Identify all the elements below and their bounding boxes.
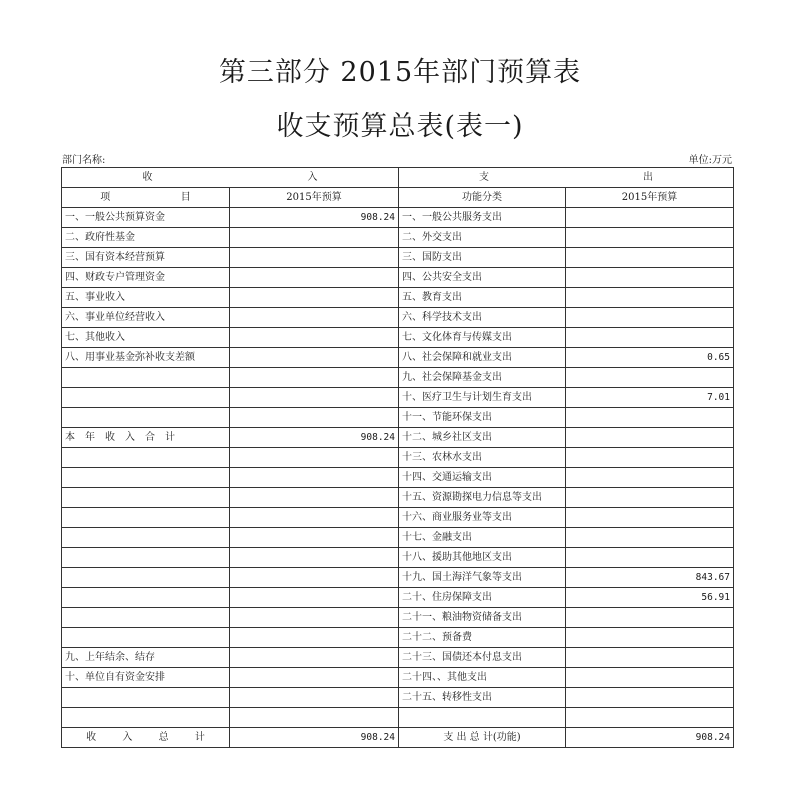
income-header (62, 168, 399, 188)
expense-item: 十九、国土海洋气象等支出 (399, 568, 566, 588)
income-value (230, 288, 399, 308)
expense-value (566, 268, 734, 288)
expense-value: 0.65 (566, 348, 734, 368)
income-value (230, 468, 399, 488)
income-value (230, 248, 399, 268)
expense-value (566, 408, 734, 428)
expense-value (566, 328, 734, 348)
table-row (62, 448, 734, 468)
income-total-char: 入 (122, 732, 133, 743)
income-item (62, 528, 230, 548)
income-item: 六、事业单位经营收入 (62, 308, 230, 328)
table-row (62, 288, 734, 308)
income-item: 七、其他收入 (62, 328, 230, 348)
table-row (62, 488, 734, 508)
expense-value (566, 368, 734, 388)
expense-budget-column-header: 2015年预算 (566, 188, 734, 208)
expense-item: 十七、金融支出 (399, 528, 566, 548)
income-value (230, 408, 399, 428)
table-header-row-2 (62, 188, 734, 208)
expense-item: 四、公共安全支出 (399, 268, 566, 288)
table-row (62, 348, 734, 368)
income-value (230, 648, 399, 668)
income-item (62, 588, 230, 608)
income-value (230, 368, 399, 388)
income-item (62, 708, 230, 728)
expense-value (566, 648, 734, 668)
income-header-char: 收 (142, 172, 153, 183)
expense-header (399, 168, 734, 188)
income-value (230, 508, 399, 528)
income-total-char: 收 (86, 732, 97, 743)
expense-item: 十一、节能环保支出 (399, 408, 566, 428)
income-item: 四、财政专户管理资金 (62, 268, 230, 288)
income-item: 三、国有资本经营预算 (62, 248, 230, 268)
income-value (230, 388, 399, 408)
table-row (62, 468, 734, 488)
income-item: 本年收入合计 (62, 428, 230, 448)
income-value (230, 268, 399, 288)
income-value (230, 228, 399, 248)
expense-total-value: 908.24 (566, 728, 734, 748)
table-row (62, 268, 734, 288)
income-value (230, 628, 399, 648)
expense-item (399, 708, 566, 728)
function-column-header: 功能分类 (399, 188, 566, 208)
unit-label: 单位:万元 (688, 155, 732, 166)
income-value (230, 608, 399, 628)
expense-value (566, 548, 734, 568)
expense-item: 六、科学技术支出 (399, 308, 566, 328)
expense-value (566, 608, 734, 628)
income-value: 908.24 (230, 428, 399, 448)
income-item (62, 468, 230, 488)
table-row (62, 408, 734, 428)
item-header-char: 目 (180, 192, 191, 203)
income-total-char: 计 (194, 732, 205, 743)
income-value (230, 528, 399, 548)
income-item (62, 548, 230, 568)
income-total-label (62, 728, 230, 748)
income-item: 十、单位自有资金安排 (62, 668, 230, 688)
expense-value (566, 628, 734, 648)
table-row (62, 528, 734, 548)
table-row (62, 668, 734, 688)
expense-value (566, 688, 734, 708)
table-row (62, 368, 734, 388)
expense-item: 二十一、粮油物资储备支出 (399, 608, 566, 628)
table-row (62, 388, 734, 408)
expense-item: 三、国防支出 (399, 248, 566, 268)
expense-value: 7.01 (566, 388, 734, 408)
income-item: 八、用事业基金弥补收支差额 (62, 348, 230, 368)
table-row (62, 708, 734, 728)
income-item (62, 368, 230, 388)
income-item (62, 568, 230, 588)
expense-item: 二十二、预备费 (399, 628, 566, 648)
expense-value (566, 428, 734, 448)
page-title: 第三部分 2015年部门预算表 (218, 57, 582, 88)
expense-item: 八、社会保障和就业支出 (399, 348, 566, 368)
table-row (62, 548, 734, 568)
table-row (62, 648, 734, 668)
income-item (62, 408, 230, 428)
table-row (62, 208, 734, 228)
expense-item: 二十五、转移性支出 (399, 688, 566, 708)
table-row (62, 688, 734, 708)
expense-value: 56.91 (566, 588, 734, 608)
expense-value (566, 668, 734, 688)
income-item (62, 628, 230, 648)
table-row (62, 428, 734, 448)
expense-value (566, 448, 734, 468)
income-value (230, 488, 399, 508)
income-value (230, 548, 399, 568)
grand-total-row (62, 728, 734, 748)
income-value: 908.24 (230, 208, 399, 228)
income-item (62, 508, 230, 528)
expense-value (566, 308, 734, 328)
table-row (62, 568, 734, 588)
expense-item: 二十四、、其他支出 (399, 668, 566, 688)
income-item (62, 488, 230, 508)
expense-value (566, 468, 734, 488)
income-value (230, 588, 399, 608)
table-row (62, 628, 734, 648)
expense-item: 一、一般公共服务支出 (399, 208, 566, 228)
expense-item: 十六、商业服务业等支出 (399, 508, 566, 528)
expense-header-char: 出 (643, 172, 653, 183)
table-row (62, 328, 734, 348)
item-column-header (62, 188, 230, 208)
expense-total-label: 支 出 总 计(功能) (399, 728, 566, 748)
expense-item: 七、文化体育与传媒支出 (399, 328, 566, 348)
income-budget-column-header: 2015年预算 (230, 188, 399, 208)
table-row (62, 308, 734, 328)
expense-item: 十八、援助其他地区支出 (399, 548, 566, 568)
table-row (62, 608, 734, 628)
income-value (230, 448, 399, 468)
income-value (230, 568, 399, 588)
expense-value (566, 528, 734, 548)
expense-header-char: 支 (479, 172, 489, 183)
expense-item: 十、医疗卫生与计划生育支出 (399, 388, 566, 408)
income-item: 二、政府性基金 (62, 228, 230, 248)
table-row (62, 228, 734, 248)
expense-value (566, 488, 734, 508)
table-header-row-1 (62, 168, 734, 188)
income-header-char: 入 (307, 172, 318, 183)
expense-value (566, 228, 734, 248)
expense-item: 十五、资源勘探电力信息等支出 (399, 488, 566, 508)
table-subtitle: 收支预算总表(表一) (276, 111, 524, 142)
income-value (230, 308, 399, 328)
expense-item: 十四、交通运输支出 (399, 468, 566, 488)
income-value (230, 668, 399, 688)
table-row (62, 588, 734, 608)
income-value (230, 328, 399, 348)
income-total-value: 908.24 (230, 728, 399, 748)
income-item: 五、事业收入 (62, 288, 230, 308)
table-row (62, 248, 734, 268)
expense-value (566, 708, 734, 728)
income-item: 九、上年结余、结存 (62, 648, 230, 668)
expense-value (566, 208, 734, 228)
income-item (62, 448, 230, 468)
expense-item: 二、外交支出 (399, 228, 566, 248)
expense-value (566, 508, 734, 528)
income-value (230, 348, 399, 368)
income-total-char: 总 (158, 732, 169, 743)
income-item (62, 608, 230, 628)
income-value (230, 708, 399, 728)
expense-item: 九、社会保障基金支出 (399, 368, 566, 388)
table-row (62, 508, 734, 528)
expense-value: 843.67 (566, 568, 734, 588)
expense-item: 二十三、国债还本付息支出 (399, 648, 566, 668)
expense-item: 十二、城乡社区支出 (399, 428, 566, 448)
income-value (230, 688, 399, 708)
expense-item: 二十、住房保障支出 (399, 588, 566, 608)
expense-item: 十三、农林水支出 (399, 448, 566, 468)
expense-item: 五、教育支出 (399, 288, 566, 308)
income-item (62, 388, 230, 408)
expense-value (566, 288, 734, 308)
budget-table (61, 167, 734, 748)
income-item: 一、一般公共预算资金 (62, 208, 230, 228)
income-item (62, 688, 230, 708)
expense-value (566, 248, 734, 268)
item-header-char: 项 (100, 192, 111, 203)
department-label: 部门名称: (62, 155, 106, 166)
